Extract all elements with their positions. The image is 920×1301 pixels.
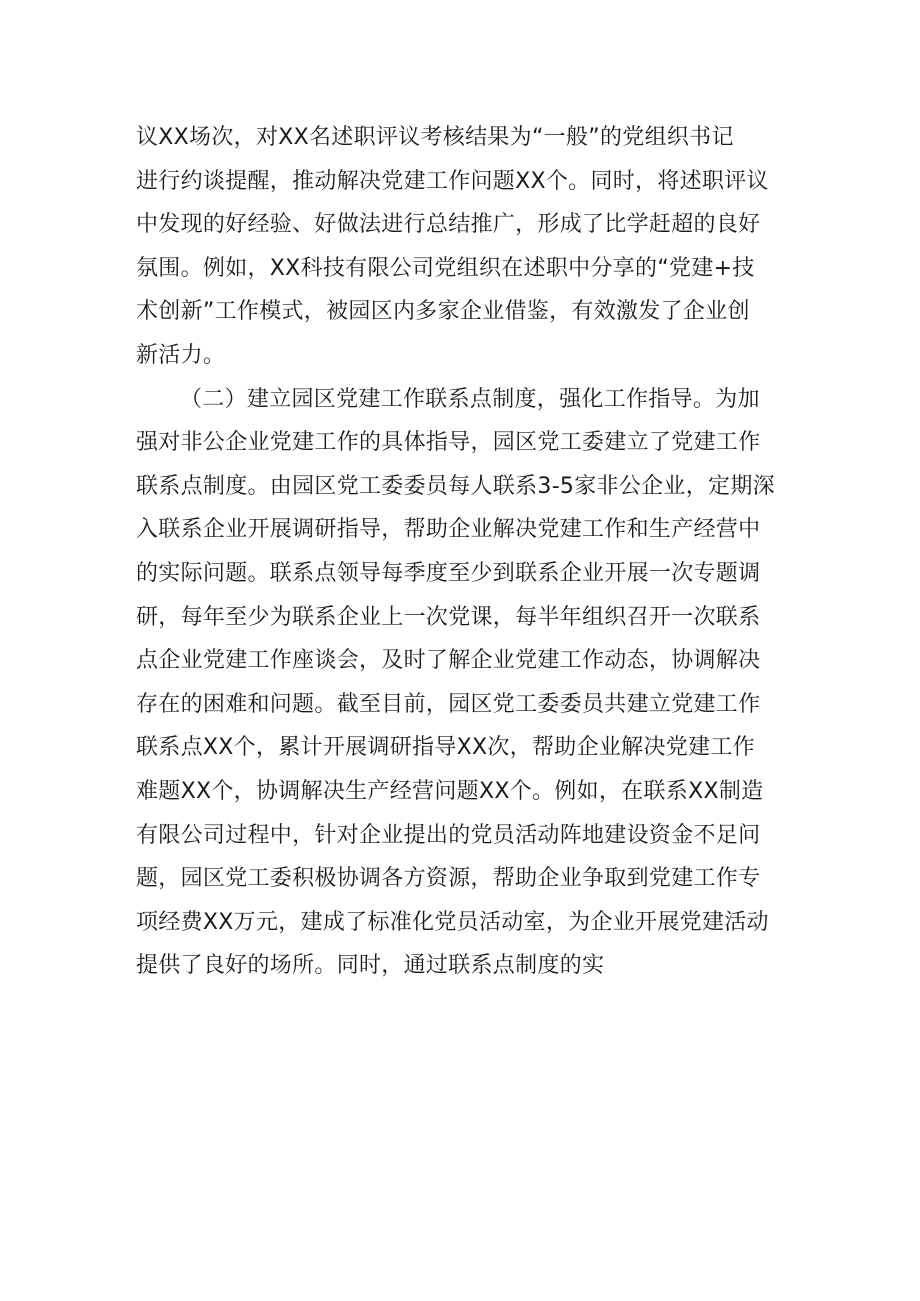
text-line: 有限公司过程中，针对企业提出的党员活动阵地建设资金不足问 bbox=[136, 822, 761, 848]
text-line: 点企业党建工作座谈会，及时了解企业党建工作动态，协调解决 bbox=[136, 648, 761, 674]
text-line: 联系点制度。由园区党工委委员每人联系3-5家非公企业，定期深 bbox=[136, 473, 775, 499]
text-line: 项经费XX万元，建成了标准化党员活动室，为企业开展党建活动 bbox=[136, 909, 769, 935]
text-line: 氛围。例如，XX科技有限公司党组织在述职中分享的“党建+技 bbox=[136, 255, 755, 281]
text-line: 议XX场次，对XX名述职评议考核结果为“一般”的党组织书记 bbox=[136, 125, 734, 150]
body-text bbox=[136, 116, 796, 988]
text-line: 术创新”工作模式，被园区内多家企业借鉴，有效激发了企业创 bbox=[136, 299, 750, 325]
text-line: 强对非公企业党建工作的具体指导，园区党工委建立了党建工作 bbox=[136, 430, 761, 456]
text-line: 提供了良好的场所。同时，通过联系点制度的实 bbox=[136, 953, 605, 979]
text-line: 入联系企业开展调研指导，帮助企业解决党建工作和生产经营中 bbox=[136, 517, 761, 543]
section-heading-line: （二）建立园区党建工作联系点制度，强化工作指导。为加 bbox=[180, 386, 760, 412]
text-line: 进行约谈提醒，推动解决党建工作问题XX个。同时，将述职评议 bbox=[136, 168, 769, 194]
text-line: 题，园区党工委积极协调各方资源，帮助企业争取到党建工作专 bbox=[136, 866, 761, 892]
text-line: 新活力。 bbox=[136, 342, 226, 368]
text-line: 的实际问题。联系点领导每季度至少到联系企业开展一次专题调 bbox=[136, 560, 761, 586]
text-line: 联系点XX个，累计开展调研指导XX次，帮助企业解决党建工作 bbox=[136, 735, 755, 761]
text-line: 中发现的好经验、好做法进行总结推广，形成了比学赶超的良好 bbox=[136, 212, 761, 238]
text-line: 难题XX个，协调解决生产经营问题XX个。例如，在联系XX制造 bbox=[136, 778, 764, 804]
text-line: 存在的困难和问题。截至目前，园区党工委委员共建立党建工作 bbox=[136, 691, 761, 717]
text-line: 研，每年至少为联系企业上一次党课，每半年组织召开一次联系 bbox=[136, 604, 761, 630]
